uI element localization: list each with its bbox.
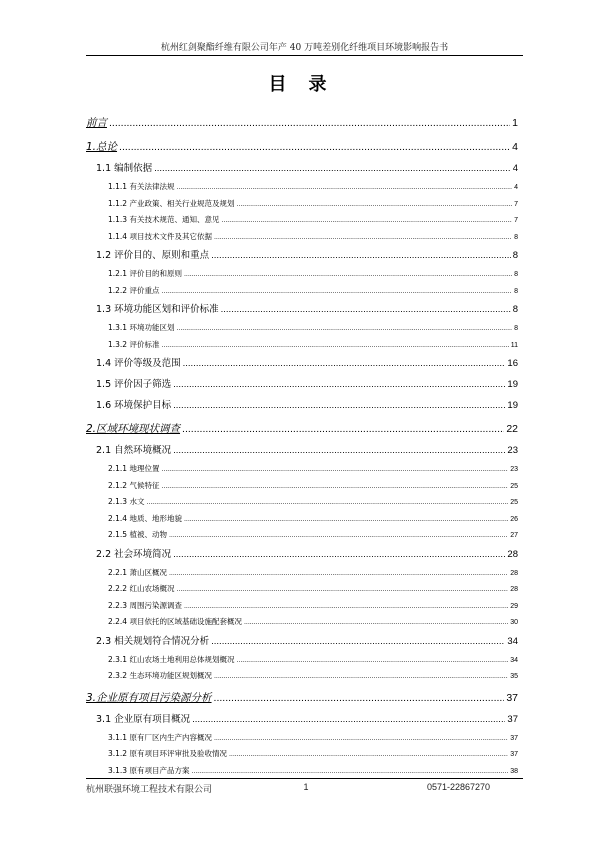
toc-dot-leader — [176, 582, 508, 599]
footer-divider — [86, 778, 523, 779]
toc-entry-label: 1.5 评价因子筛选 — [96, 379, 172, 390]
toc-entry[interactable] — [86, 730, 518, 747]
toc-entry[interactable] — [86, 668, 518, 685]
toc-dot-leader — [161, 479, 508, 496]
toc-entry[interactable] — [86, 652, 518, 669]
toc-entry-label: 1.1.3 有关技术规范、通知、意见 — [108, 215, 220, 224]
toc-entry-page: 8 — [514, 233, 518, 241]
toc-entry-page: 23 — [507, 445, 518, 456]
toc-entry-label: 3.1 企业原有项目概况 — [96, 713, 191, 725]
toc-entry-label: 3.1.1 原有厂区内生产内容概况 — [108, 732, 212, 742]
toc-dot-leader — [236, 653, 508, 670]
toc-dot-leader — [169, 566, 508, 583]
toc-entry[interactable] — [86, 337, 518, 354]
toc-dot-leader — [221, 213, 512, 230]
toc-dot-leader — [229, 747, 508, 764]
toc-entry-page: 27 — [510, 532, 518, 539]
toc-entry-page: 8 — [514, 287, 518, 295]
toc-entry[interactable] — [86, 212, 518, 229]
toc-dot-leader — [214, 687, 505, 709]
toc-entry-label: 2.3.2 生态环境功能区规划概况 — [108, 671, 212, 680]
toc-entry-label: 2.1 自然环境概况 — [96, 445, 172, 456]
toc-entry[interactable] — [86, 631, 518, 652]
toc-dot-leader — [119, 136, 510, 158]
toc-dot-leader — [183, 353, 506, 374]
toc-entry[interactable] — [86, 158, 518, 179]
toc-entry-label: 2.2.1 萧山区概况 — [108, 567, 167, 577]
toc-entry-page: 16 — [507, 358, 518, 369]
toc-entry[interactable] — [86, 320, 518, 337]
toc-entry-page: 37 — [510, 751, 518, 758]
toc-entry-label: 1.1.1 有关法律法规 — [108, 182, 175, 191]
toc-entry[interactable] — [86, 134, 518, 158]
toc-dot-leader — [176, 180, 512, 197]
toc-entry[interactable] — [86, 614, 518, 631]
toc-entry-label: 1.6 环境保护目标 — [96, 400, 172, 411]
toc-entry[interactable] — [86, 511, 518, 528]
toc-entry-page: 30 — [510, 619, 518, 626]
toc-entry-label: 3.1.2 原有项目环评审批及验收情况 — [108, 749, 227, 758]
toc-dot-leader — [161, 338, 508, 355]
toc-entry-page: 8 — [514, 271, 518, 278]
toc-dot-leader — [173, 544, 505, 565]
toc-entry-page: 7 — [514, 200, 518, 208]
toc-entry-page: 11 — [510, 341, 518, 349]
footer-phone: 0571-22867270 — [427, 782, 491, 792]
toc-entry[interactable] — [86, 494, 518, 511]
toc-entry-label: 2.1.3 水文 — [108, 497, 145, 506]
toc-dot-leader — [154, 158, 511, 179]
toc-entry-page: 19 — [507, 379, 518, 390]
footer-company: 杭州联强环境工程技术有限公司 — [86, 785, 213, 795]
toc-entry[interactable] — [86, 196, 518, 213]
toc-entry-label: 1.2.2 评价重点 — [108, 285, 160, 295]
toc-entry-page: 37 — [506, 691, 518, 704]
toc-entry[interactable] — [86, 478, 518, 495]
toc-dot-leader — [214, 731, 508, 748]
toc-entry-label: 3.1.3 原有项目产品方案 — [108, 765, 190, 775]
toc-entry-label: 2.3 相关规划符合情况分析 — [96, 635, 210, 647]
toc-entry[interactable] — [86, 283, 518, 300]
toc-entry-label: 1.3 环境功能区划和评价标准 — [96, 304, 219, 315]
toc-dot-leader — [192, 709, 505, 730]
toc-entry[interactable] — [86, 110, 518, 134]
toc-entry-page: 25 — [510, 482, 518, 490]
toc-entry[interactable] — [86, 544, 518, 565]
toc-entry[interactable] — [86, 299, 518, 320]
toc-entry-label: 1.1.2 产业政策、相关行业规范及规划 — [108, 198, 235, 208]
toc-entry-page: 8 — [514, 325, 518, 332]
toc-entry[interactable] — [86, 685, 518, 709]
toc-entry[interactable] — [86, 416, 518, 440]
toc-entry-page: 1 — [512, 117, 518, 129]
toc-dot-leader — [176, 321, 512, 338]
toc-entry[interactable] — [86, 440, 518, 461]
toc-dot-leader — [109, 112, 510, 134]
toc-entry[interactable] — [86, 179, 518, 196]
toc-entry-page: 37 — [510, 734, 518, 742]
toc-entry[interactable] — [86, 245, 518, 266]
toc-entry-page: 4 — [514, 184, 518, 191]
toc-entry-page: 25 — [510, 499, 518, 506]
toc-entry-label: 2.1.1 地理位置 — [108, 464, 160, 473]
toc-entry-page: 34 — [510, 656, 518, 664]
toc-entry[interactable] — [86, 353, 518, 374]
toc-entry-page: 4 — [512, 163, 518, 174]
toc-entry-label: 1.2.1 评价目的和原则 — [108, 269, 182, 278]
toc-entry[interactable] — [86, 266, 518, 283]
toc-dot-leader — [244, 615, 508, 632]
toc-dot-leader — [236, 197, 512, 214]
toc-entry[interactable] — [86, 395, 518, 416]
toc-dot-leader — [214, 669, 508, 686]
toc-dot-leader — [211, 631, 505, 652]
toc-dot-leader — [184, 267, 512, 284]
toc-dot-leader — [146, 495, 508, 512]
table-of-contents — [86, 110, 518, 779]
footer-page-number: 1 — [303, 782, 309, 792]
toc-entry-page: 19 — [507, 400, 518, 411]
toc-entry-label: 2.1.5 植被、动物 — [108, 530, 167, 539]
toc-entry-label: 2.2.3 周围污染源调查 — [108, 600, 182, 610]
toc-entry-page: 28 — [507, 548, 518, 560]
toc-entry-page: 8 — [512, 304, 518, 315]
toc-entry[interactable] — [86, 581, 518, 598]
toc-entry-page: 28 — [510, 569, 518, 577]
toc-entry-label: 2.1.2 气候特征 — [108, 480, 160, 490]
running-header: 杭州红剑聚酯纤维有限公司年产 40 万吨差别化纤维项目环境影响报告书 — [160, 43, 449, 53]
toc-entry-label: 2.1.4 地质、地形地貌 — [108, 513, 182, 523]
toc-entry[interactable] — [86, 229, 518, 246]
toc-entry-page: 38 — [510, 767, 518, 775]
toc-entry-label: 1.1.4 项目技术文件及其它依据 — [108, 231, 212, 241]
toc-entry-label: 2.2.2 红山农场概况 — [108, 584, 175, 593]
toc-entry-page: 34 — [507, 635, 518, 647]
toc-dot-leader — [214, 230, 512, 247]
toc-entry[interactable] — [86, 527, 518, 544]
toc-dot-leader — [221, 299, 511, 320]
toc-dot-leader — [169, 528, 508, 545]
toc-entry-page: 28 — [510, 586, 518, 593]
toc-dot-leader — [161, 284, 512, 301]
toc-entry-page: 35 — [510, 673, 518, 680]
toc-entry-label: 2.3.1 红山农场土地利用总体规划概况 — [108, 654, 235, 664]
toc-entry[interactable] — [86, 709, 518, 730]
toc-entry-page: 8 — [512, 250, 518, 261]
toc-entry-label: 1.3.1 环境功能区划 — [108, 323, 175, 332]
toc-entry-label: 1.2 评价目的、原则和重点 — [96, 250, 210, 261]
toc-entry[interactable] — [86, 565, 518, 582]
toc-entry[interactable] — [86, 746, 518, 763]
toc-dot-leader — [184, 512, 508, 529]
toc-dot-leader — [184, 599, 508, 616]
toc-entry[interactable] — [86, 598, 518, 615]
toc-entry-label: 前言 — [86, 117, 107, 129]
toc-entry-page: 29 — [510, 602, 518, 610]
toc-dot-leader — [173, 440, 505, 461]
toc-dot-leader — [173, 395, 505, 416]
toc-entry-label: 3.企业原有项目污染源分析 — [86, 691, 212, 704]
toc-dot-leader — [161, 462, 508, 479]
toc-entry-label: 2.2 社会环境简况 — [96, 548, 172, 560]
toc-entry-page: 4 — [512, 141, 518, 153]
toc-entry-label: 1.1 编制依据 — [96, 163, 153, 174]
toc-entry-label: 1.3.2 评价标准 — [108, 339, 160, 349]
toc-entry[interactable] — [86, 763, 518, 780]
toc-entry-page: 26 — [510, 515, 518, 523]
toc-entry-label: 2.区域环境现状调查 — [86, 423, 181, 435]
toc-entry[interactable] — [86, 461, 518, 478]
toc-dot-leader — [211, 245, 511, 266]
toc-entry-page: 22 — [506, 423, 518, 435]
header-divider — [86, 55, 523, 56]
toc-dot-leader — [173, 374, 505, 395]
page-title: 目录 — [268, 74, 349, 95]
toc-entry-page: 7 — [514, 217, 518, 224]
toc-entry-page: 23 — [510, 466, 518, 473]
toc-entry[interactable] — [86, 374, 518, 395]
toc-entry-label: 2.2.4 项目依托的区域基础设施配套概况 — [108, 617, 242, 626]
toc-entry-label: 1.总论 — [86, 141, 118, 153]
toc-entry-label: 1.4 评价等级及范围 — [96, 358, 181, 369]
toc-dot-leader — [182, 418, 504, 440]
toc-entry-page: 37 — [507, 713, 518, 725]
